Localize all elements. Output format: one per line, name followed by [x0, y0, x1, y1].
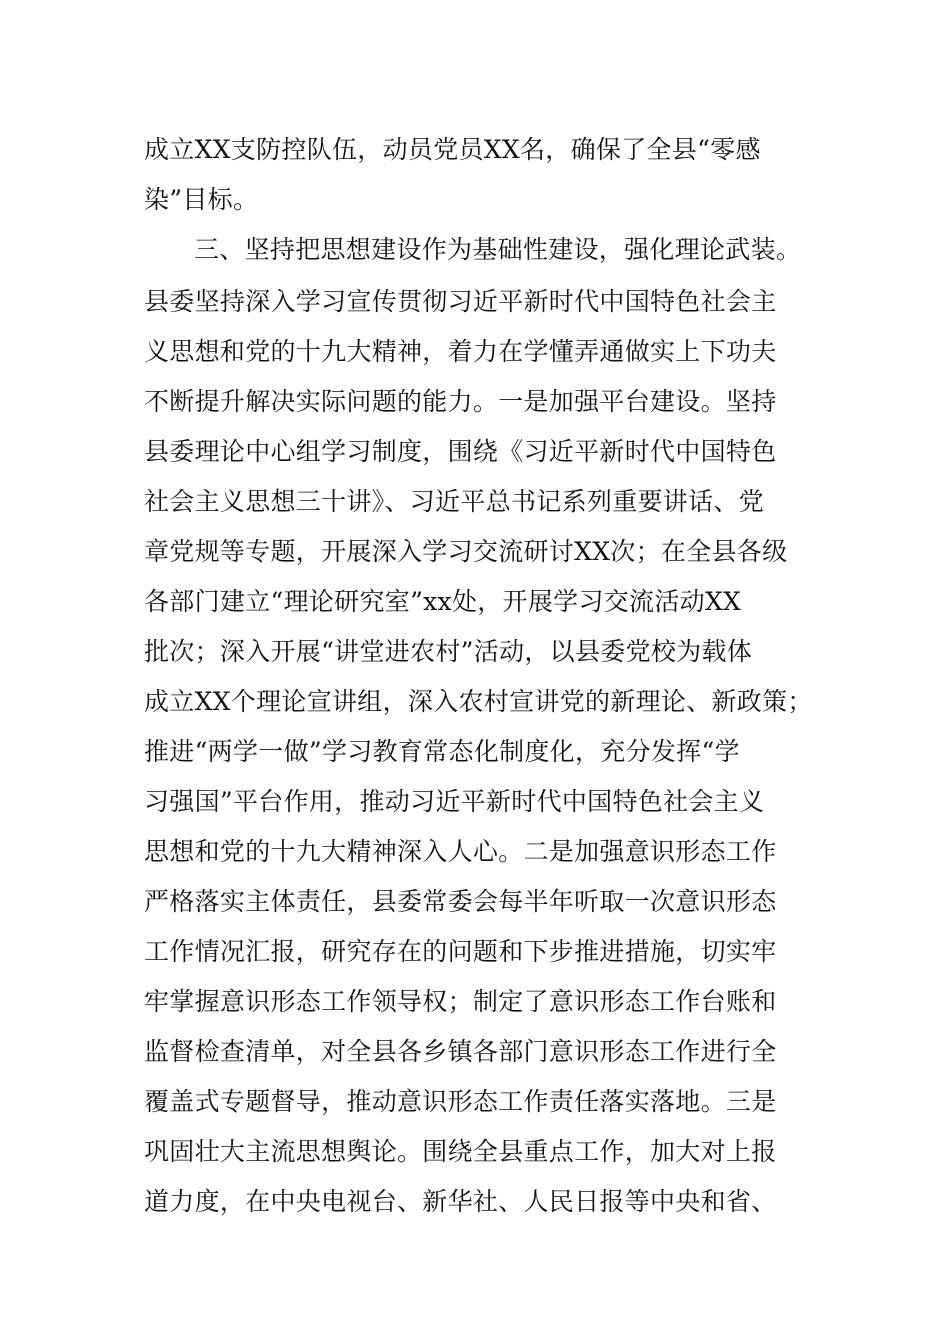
text-line: 思想和党的十九大精神深入人心。二是加强意识形态工作 [144, 837, 777, 866]
text-line: 成立XX支防控队伍，动员党员XX名，确保了全县“零感 [144, 135, 761, 164]
text-line: 染”目标。 [144, 185, 259, 214]
text-line: 巩固壮大主流思想舆论。围绕全县重点工作，加大对上报 [144, 1137, 777, 1166]
text-line: 严格落实主体责任，县委常委会每半年听取一次意识形态 [144, 887, 777, 916]
section-heading-line: 三、坚持把思想建设作为基础性建设，强化理论武装。 [194, 235, 802, 264]
text-line: 县委理论中心组学习制度，围绕《习近平新时代中国特色 [144, 437, 777, 466]
text-line: 习强国”平台作用，推动习近平新时代中国特色社会主义 [144, 787, 765, 816]
text-line: 各部门建立“理论研究室”xx处，开展学习交流活动XX [144, 587, 742, 616]
text-line: 覆盖式专题督导，推动意识形态工作责任落实落地。三是 [144, 1087, 777, 1116]
text-line: 监督检查清单，对全县各乡镇各部门意识形态工作进行全 [144, 1037, 777, 1066]
text-line: 推进“两学一做”学习教育常态化制度化，充分发挥“学 [144, 737, 740, 766]
text-line: 成立XX个理论宣讲组，深入农村宣讲党的新理论、新政策； [144, 687, 813, 716]
text-line: 工作情况汇报，研究存在的问题和下步推进措施，切实牢 [144, 937, 777, 966]
text-line: 社会主义思想三十讲》、习近平总书记系列重要讲话、党 [144, 487, 765, 516]
text-line: 道力度，在中央电视台、新华社、人民日报等中央和省、 [144, 1187, 777, 1216]
text-line: 县委坚持深入学习宣传贯彻习近平新时代中国特色社会主 [144, 287, 777, 316]
text-line: 章党规等专题，开展深入学习交流研讨XX次；在全县各级 [144, 537, 788, 566]
text-line: 牢掌握意识形态工作领导权；制定了意识形态工作台账和 [144, 987, 777, 1016]
text-line: 不断提升解决实际问题的能力。一是加强平台建设。坚持 [144, 387, 777, 416]
text-line: 批次；深入开展“讲堂进农村”活动，以县委党校为载体 [144, 637, 753, 666]
text-line: 义思想和党的十九大精神，着力在学懂弄通做实上下功夫 [144, 337, 777, 366]
